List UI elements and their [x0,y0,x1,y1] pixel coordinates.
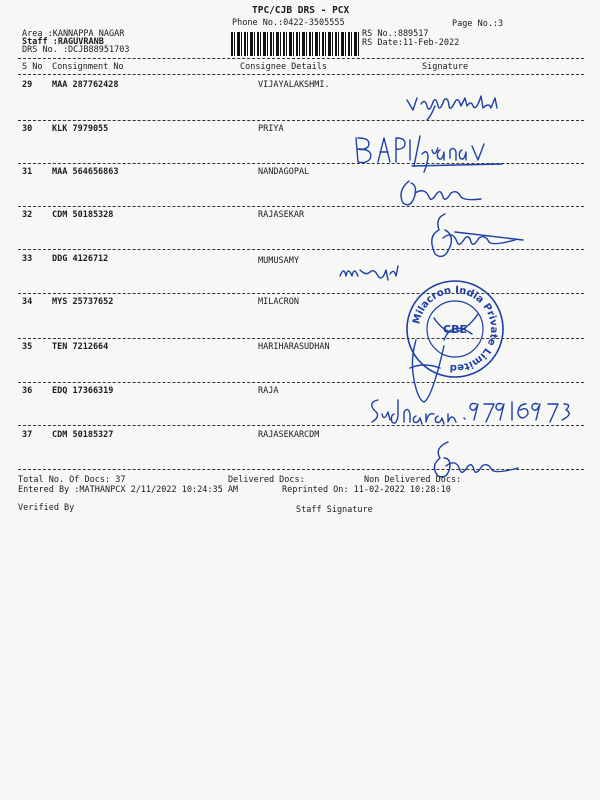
row-sno: 30 [22,124,33,134]
rs-date: RS Date:11-Feb-2022 [362,38,460,48]
row-consignee: RAJASEKAR [258,210,305,220]
row-consignee: RAJASEKARCDM [258,430,320,440]
phone-number: Phone No.:0422-3505555 [232,18,345,28]
row-sno: 31 [22,167,33,177]
row-consignee: VIJAYALAKSHMI. [258,80,330,90]
row-sno: 29 [22,80,33,90]
row-consignee: HARIHARASUDHAN [258,342,330,352]
delivered-docs: Delivered Docs: [228,475,305,485]
drs-number: DRS No. :DCJB88951703 [22,45,130,55]
staff-signature-label: Staff Signature [296,505,373,515]
row-sno: 36 [22,386,33,396]
total-docs: Total No. Of Docs: 37 [18,475,126,485]
signature-rajasekar [415,210,535,262]
stamp-center: CBE [443,323,467,336]
col-signature: Signature [422,62,469,72]
divider [18,382,584,383]
row-consignment: DDG 4126712 [52,254,109,264]
row-consignee: RAJA [258,386,279,396]
signature-nandagopal [395,175,505,213]
divider [18,74,584,75]
barcode [231,32,359,56]
signature-mumusamy [338,262,408,282]
row-consignment: MAA 564656863 [52,167,119,177]
row-consignee: PRIYA [258,124,284,134]
row-sno: 33 [22,254,33,264]
row-sno: 32 [22,210,33,220]
non-delivered-docs: Non Delivered Docs: [364,475,462,485]
row-consignee: MILACRON [258,297,299,307]
row-consignment: EDQ 17366319 [52,386,114,396]
row-consignment: CDM 50185328 [52,210,114,220]
row-consignee: NANDAGOPAL [258,167,310,177]
page-number: Page No.:3 [452,19,504,29]
col-consignment: Consignment No [52,62,124,72]
stamp-text: Milacron India Private Limited [411,284,500,374]
row-consignee: MUMUSAMY [258,256,299,266]
divider [18,58,584,59]
row-consignment: KLK 7979055 [52,124,109,134]
row-consignment: TEN 7212664 [52,342,109,352]
staff-label: Staff :RAGUVRANB [22,37,104,47]
row-sno: 34 [22,297,33,307]
signature-rajasekarcdm [420,440,540,480]
entered-by: Entered By :MATHANPCX 2/11/2022 10:24:35 AM [18,485,239,495]
rs-number: RS No.:889517 [362,29,429,39]
reprinted-on: Reprinted On: 11-02-2022 10:28:10 [282,485,451,495]
signature-sudharsan [368,392,578,426]
row-sno: 35 [22,342,33,352]
row-consignment: CDM 50185327 [52,430,114,440]
verified-by: Verified By [18,503,75,513]
col-consignee: Consignee Details [240,62,327,72]
signature-vijayalakshmi [405,92,555,122]
row-sno: 37 [22,430,33,440]
col-sno: S No [22,62,43,72]
area-label: Area :KANNAPPA NAGAR [22,29,125,39]
signature-bapi-pranav [352,132,532,170]
sheet-title: TPC/CJB DRS - PCX [252,5,350,16]
row-consignment: MYS 25737652 [52,297,114,307]
row-consignment: MAA 287762428 [52,80,119,90]
